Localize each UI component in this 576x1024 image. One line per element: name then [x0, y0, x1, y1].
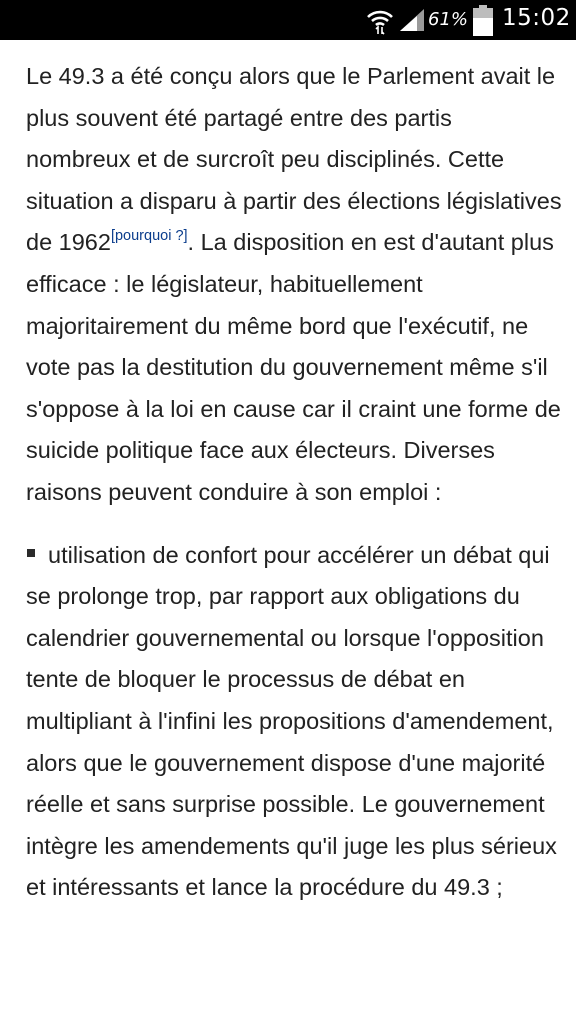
paragraph-text-after-ref: . La disposition en est d'autant plus efficace : le législateur, habituellement majoritairement du même bord que l'exécutif, ne vote pas la destitution du gouvernement même s'il s'oppose à la loi en cause car il craint une forme de suicide politique face aux électeurs. Diverses raisons peuvent conduire à son emploi :: [26, 229, 561, 505]
status-bar: [0, 0, 576, 40]
battery-icon: [473, 5, 493, 36]
list-item: [26, 535, 562, 909]
article-paragraph: [26, 56, 562, 514]
bullet-icon: [27, 549, 35, 557]
article-body: [26, 56, 562, 909]
list-item-text: utilisation de confort pour accélérer un débat qui se prolonge trop, par rapport aux obligations du calendrier gouvernemental ou lorsque l'opposition tente de bloquer le processus de débat en multipliant à l'infini les propositions d'amendement, alors que le gouvernement dispose d'une majorité réelle et sans surprise possible. Le gouvernement intègre les amendements qu'il juge les plus sérieux et intéressants et lance la procédure du 49.3 ;: [26, 541, 557, 901]
wifi-icon: [365, 5, 395, 35]
battery-percent: 61%: [428, 9, 469, 30]
paragraph-text-before-ref: Le 49.3 a été conçu alors que le Parlement avait le plus souvent été partagé entre des partis nombreux et de surcroît peu disciplinés. Cette situation a disparu à partir des élections législatives de 1962: [26, 63, 562, 256]
reasons-list: [26, 535, 562, 909]
citation-needed-link[interactable]: [pourquoi ?]: [110, 228, 188, 245]
signal-icon: [399, 8, 425, 32]
clock: 15:02: [502, 5, 571, 31]
